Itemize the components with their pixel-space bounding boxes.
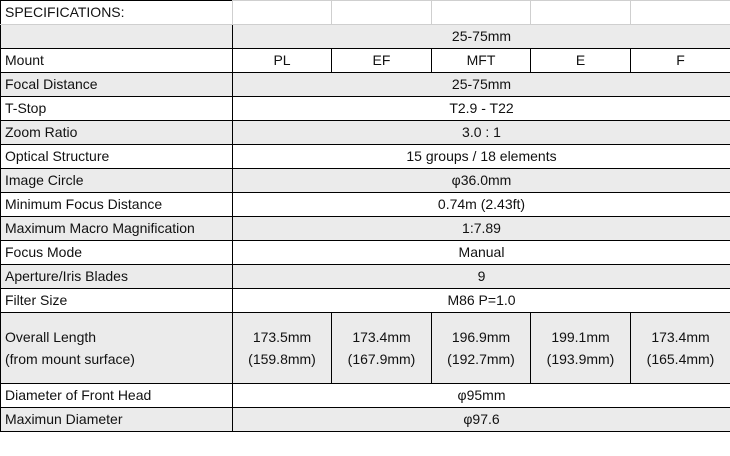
size-header-row xyxy=(1,25,730,49)
row-value: 25-75mm xyxy=(233,73,730,97)
table-row xyxy=(1,265,730,289)
table-row xyxy=(1,97,730,121)
row-label: Zoom Ratio xyxy=(1,121,233,145)
length-value: 173.5mm xyxy=(252,329,312,345)
row-value: 15 groups / 18 elements xyxy=(233,145,730,169)
row-label-max-diameter: Maximun Diameter xyxy=(1,408,233,432)
row-value: 3.0 : 1 xyxy=(233,121,730,145)
row-value: 0.74m (2.43ft) xyxy=(233,193,730,217)
title-row xyxy=(1,1,730,25)
row-value: 9 xyxy=(233,265,730,289)
table-row xyxy=(1,121,730,145)
mount-f: F xyxy=(631,49,730,73)
row-value: φ36.0mm xyxy=(233,169,730,193)
specifications-title: SPECIFICATIONS: xyxy=(1,1,233,25)
overall-length-ef xyxy=(332,313,432,384)
row-value: Manual xyxy=(233,241,730,265)
empty-cell xyxy=(432,1,531,25)
empty-cell xyxy=(631,1,730,25)
length-subvalue: (165.4mm) xyxy=(646,351,715,367)
row-label-mount: Mount xyxy=(1,49,233,73)
overall-length-sublabel: (from mount surface) xyxy=(5,351,135,367)
overall-length-mft xyxy=(432,313,531,384)
table-row xyxy=(1,217,730,241)
row-label-front-head: Diameter of Front Head xyxy=(1,384,233,408)
table-row xyxy=(1,408,730,432)
mount-mft: MFT xyxy=(432,49,531,73)
row-label: Focus Mode xyxy=(1,241,233,265)
row-label-overall-length xyxy=(1,313,233,384)
mount-row xyxy=(1,49,730,73)
length-value: 199.1mm xyxy=(551,329,610,345)
row-label: Optical Structure xyxy=(1,145,233,169)
length-subvalue: (192.7mm) xyxy=(447,351,515,367)
table-row xyxy=(1,193,730,217)
table-row xyxy=(1,73,730,97)
empty-cell xyxy=(1,25,233,49)
row-value-max-diameter: φ97.6 xyxy=(233,408,730,432)
row-value: 1:7.89 xyxy=(233,217,730,241)
table-row xyxy=(1,384,730,408)
overall-length-e xyxy=(531,313,631,384)
table-row xyxy=(1,241,730,265)
row-label: Focal Distance xyxy=(1,73,233,97)
empty-cell xyxy=(531,1,631,25)
length-value: 196.9mm xyxy=(451,329,511,345)
row-value: T2.9 - T22 xyxy=(233,97,730,121)
length-value: 173.4mm xyxy=(651,329,710,345)
row-label: Aperture/Iris Blades xyxy=(1,265,233,289)
row-value: M86 P=1.0 xyxy=(233,289,730,313)
empty-cell xyxy=(332,1,432,25)
mount-pl: PL xyxy=(233,49,332,73)
mount-e: E xyxy=(531,49,631,73)
row-label: Image Circle xyxy=(1,169,233,193)
mount-ef: EF xyxy=(332,49,432,73)
length-subvalue: (167.9mm) xyxy=(347,351,416,367)
table-row xyxy=(1,145,730,169)
length-subvalue: (159.8mm) xyxy=(248,351,316,367)
lens-size-header: 25-75mm xyxy=(233,25,730,49)
overall-length-label: Overall Length xyxy=(5,329,97,345)
empty-cell xyxy=(233,1,332,25)
overall-length-f xyxy=(631,313,730,384)
length-subvalue: (193.9mm) xyxy=(546,351,615,367)
table-row xyxy=(1,289,730,313)
row-label: Filter Size xyxy=(1,289,233,313)
overall-length-pl xyxy=(233,313,332,384)
table-row xyxy=(1,169,730,193)
overall-length-row xyxy=(1,313,730,384)
length-value: 173.4mm xyxy=(352,329,411,345)
row-label: T-Stop xyxy=(1,97,233,121)
row-value-front-head: φ95mm xyxy=(233,384,730,408)
row-label: Maximum Macro Magnification xyxy=(1,217,233,241)
row-label: Minimum Focus Distance xyxy=(1,193,233,217)
